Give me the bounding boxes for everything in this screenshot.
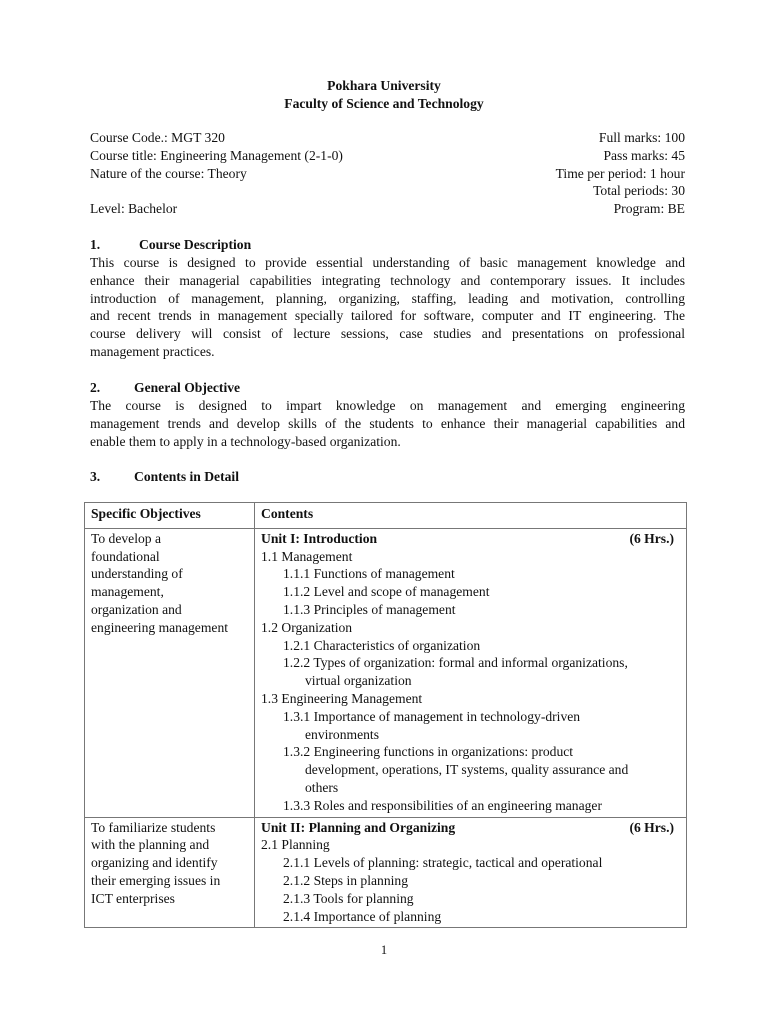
full-marks: Full marks: 100 bbox=[598, 130, 685, 145]
content-item: 1.3.1 Importance of management in technology-driven bbox=[283, 708, 581, 724]
content-item: 2.1.4 Importance of planning bbox=[283, 908, 442, 924]
content-item: environments bbox=[305, 726, 379, 742]
objective-line: their emerging issues in bbox=[91, 872, 221, 888]
section-number: 1. bbox=[90, 237, 101, 252]
course-code: Course Code.: MGT 320 bbox=[90, 130, 225, 145]
section-number: 2. bbox=[90, 380, 101, 395]
objective-line: ICT enterprises bbox=[91, 890, 175, 906]
contents-cell bbox=[255, 817, 687, 928]
course-description-text bbox=[90, 254, 685, 361]
program: Program: BE bbox=[613, 201, 685, 217]
paragraph-line: enhance their managerial capabilities integrating technology and contemporary issues. It includes bbox=[90, 272, 685, 288]
contents-cell bbox=[255, 528, 687, 817]
content-item: 1.2.1 Characteristics of organization bbox=[283, 637, 481, 653]
unit-title: Unit I: Introduction bbox=[261, 530, 378, 546]
course-meta bbox=[90, 129, 685, 218]
unit-hours: (6 Hrs.) bbox=[629, 530, 674, 546]
objective-line: foundational bbox=[91, 548, 160, 564]
content-item: 1.1.2 Level and scope of management bbox=[283, 584, 490, 600]
paragraph-line: management trends and develop skills of the students to enhance their managerial capabilities and bbox=[90, 415, 685, 431]
section-title: Contents in Detail bbox=[134, 469, 239, 484]
content-item: 1.3 Engineering Management bbox=[261, 690, 423, 706]
unit-title: Unit II: Planning and Organizing bbox=[261, 819, 456, 835]
paragraph-line: enable them to apply in a technology-based organization. bbox=[90, 433, 401, 449]
objective-line: To familiarize students bbox=[91, 819, 216, 835]
university-name: Pokhara University bbox=[327, 78, 441, 93]
section-title: General Objective bbox=[134, 380, 241, 395]
content-item: virtual organization bbox=[305, 673, 412, 689]
content-item: others bbox=[305, 779, 339, 795]
course-level: Level: Bachelor bbox=[90, 201, 178, 217]
time-per-period: Time per period: 1 hour bbox=[555, 165, 685, 181]
general-objective-text bbox=[90, 397, 685, 450]
content-item: 1.2 Organization bbox=[261, 619, 353, 635]
content-item: 2.1 Planning bbox=[261, 837, 330, 853]
objective-cell bbox=[85, 528, 255, 817]
content-item: 1.3.2 Engineering functions in organizations: product bbox=[283, 744, 574, 760]
table-row bbox=[85, 817, 687, 928]
objective-line: To develop a bbox=[91, 530, 162, 546]
unit-heading bbox=[261, 530, 680, 548]
unit-hours: (6 Hrs.) bbox=[629, 819, 674, 835]
content-item: 1.1.1 Functions of management bbox=[283, 566, 455, 582]
page-number: 1 bbox=[380, 943, 388, 957]
unit-heading bbox=[261, 819, 680, 837]
paragraph-line: and recent trends in management specially tailored for software, computer and IT engineering. The bbox=[90, 308, 685, 324]
content-item: development, operations, IT systems, quality assurance and bbox=[305, 762, 629, 778]
content-item: 1.1.3 Principles of management bbox=[283, 601, 456, 617]
objective-line: organization and bbox=[91, 601, 182, 617]
content-item: 2.1.1 Levels of planning: strategic, tactical and operational bbox=[283, 855, 603, 871]
objective-line: management, bbox=[91, 584, 164, 600]
course-nature: Nature of the course: Theory bbox=[90, 165, 247, 181]
section-2-heading bbox=[90, 379, 240, 397]
column-header: Specific Objectives bbox=[85, 503, 255, 529]
objective-line: with the planning and bbox=[91, 837, 210, 853]
content-item: 1.2.2 Types of organization: formal and informal organizations, bbox=[283, 655, 628, 671]
course-title: Course title: Engineering Management (2-1-0) bbox=[90, 147, 343, 163]
table-header-row bbox=[85, 503, 687, 529]
section-3-heading bbox=[90, 468, 239, 486]
paragraph-line: This course is designed to provide essential understanding of basic management knowledge and bbox=[90, 255, 685, 270]
objective-line: engineering management bbox=[91, 619, 229, 635]
objective-cell bbox=[85, 817, 255, 928]
section-1-heading bbox=[90, 236, 251, 254]
paragraph-line: management practices. bbox=[90, 343, 215, 359]
faculty-name: Faculty of Science and Technology bbox=[284, 95, 484, 111]
contents-table bbox=[84, 502, 687, 928]
content-item: 1.3.3 Roles and responsibilities of an engineering manager bbox=[283, 797, 602, 813]
document-header bbox=[0, 77, 768, 113]
content-item: 2.1.3 Tools for planning bbox=[283, 890, 414, 906]
column-header: Contents bbox=[255, 503, 687, 529]
paragraph-line: introduction of management, planning, organizing, staffing, leading and motivation, controlling bbox=[90, 290, 685, 306]
table-row bbox=[85, 528, 687, 817]
objective-line: understanding of bbox=[91, 566, 183, 582]
total-periods: Total periods: 30 bbox=[593, 183, 685, 199]
content-item: 2.1.2 Steps in planning bbox=[283, 872, 408, 888]
content-item: 1.1 Management bbox=[261, 548, 353, 564]
objective-line: organizing and identify bbox=[91, 855, 218, 871]
paragraph-line: The course is designed to impart knowledge on management and emerging engineering bbox=[90, 398, 685, 413]
section-title: Course Description bbox=[139, 237, 252, 252]
pass-marks: Pass marks: 45 bbox=[603, 147, 685, 163]
section-number: 3. bbox=[90, 469, 101, 484]
paragraph-line: course delivery will consist of lecture sessions, case studies and presentations on professional bbox=[90, 326, 685, 342]
